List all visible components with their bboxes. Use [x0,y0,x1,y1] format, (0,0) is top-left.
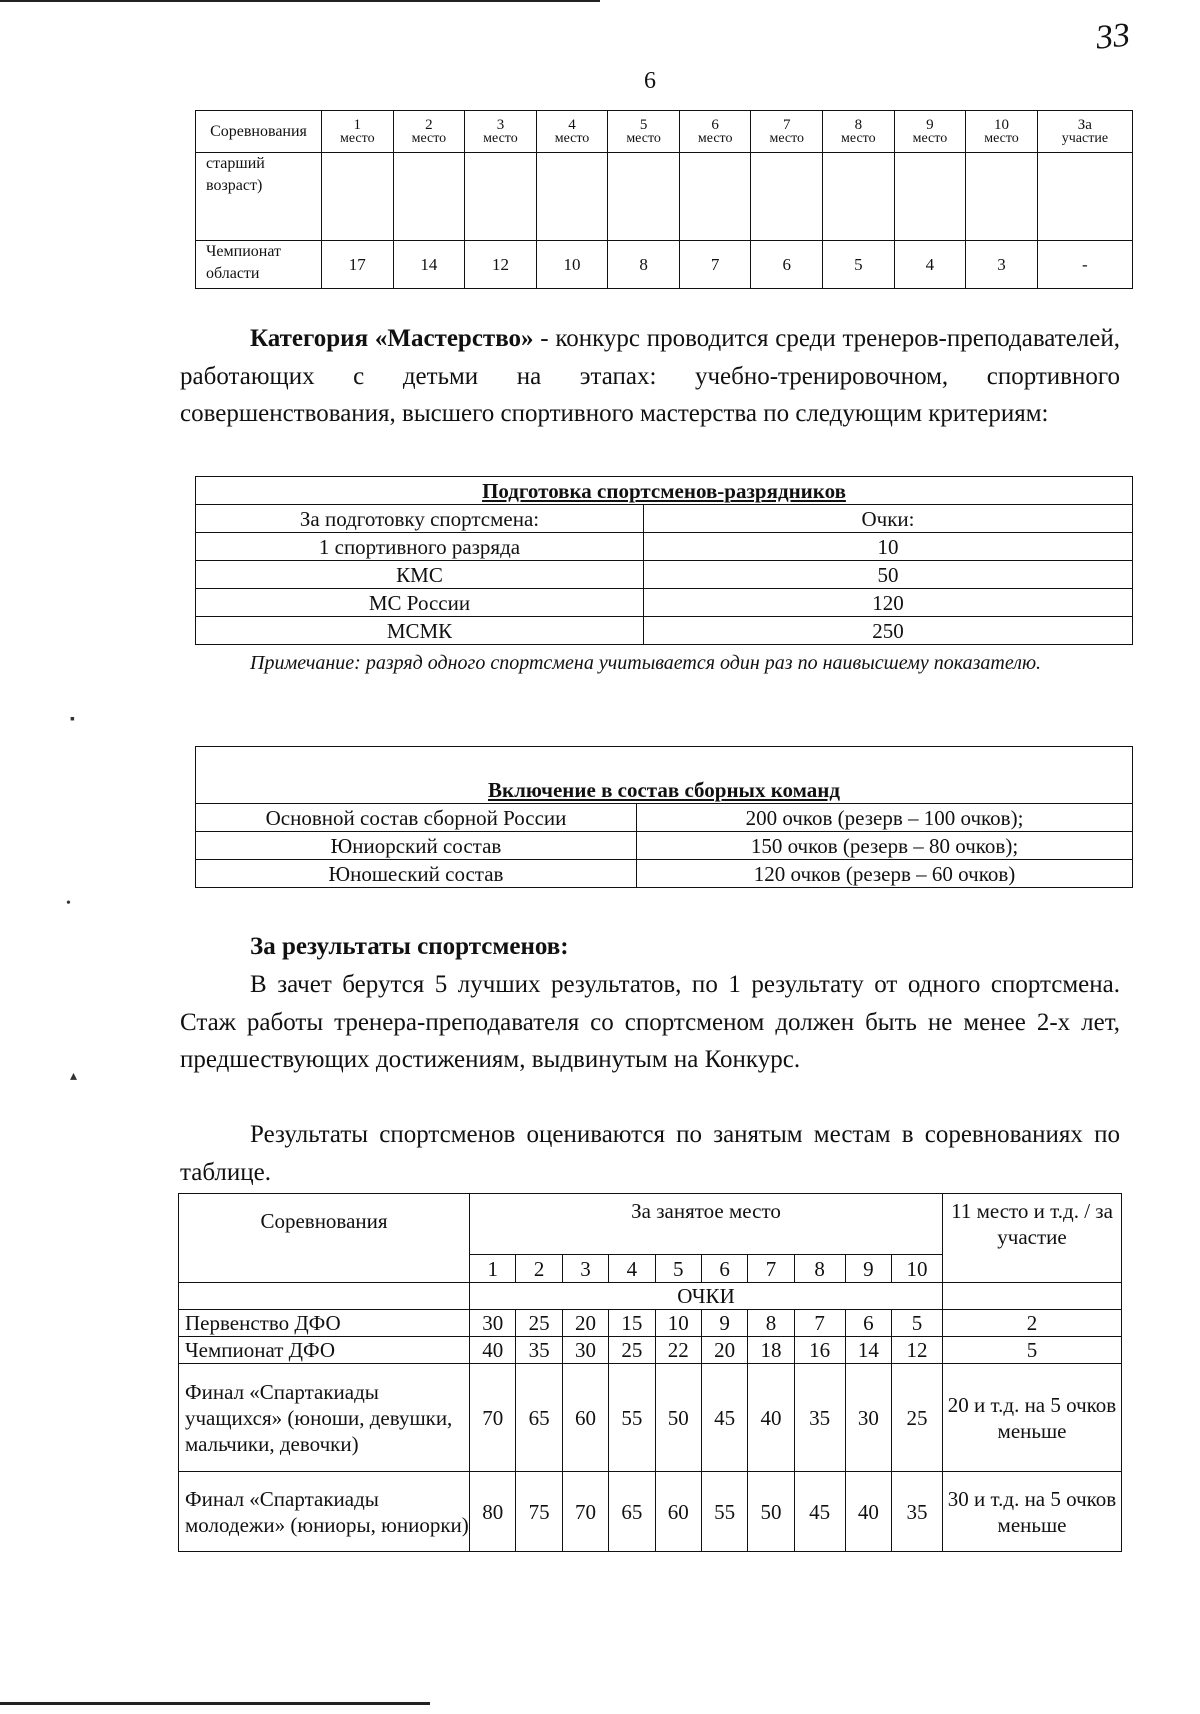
points-cell: 45 [794,1472,845,1552]
category-cell: 1 спортивного разряда [196,533,644,561]
scan-speck: ▴ [70,1069,78,1084]
points-cell: 75 [516,1472,562,1552]
results-paragraph: В зачет берутся 5 лучших результатов, по 1 результату от одного спортсмена. Стаж работы тренера-преподавателя со спортсменом должен быть не менее 2-х лет, предшествующих достижениям, выдвинутым на Конкурс. [180,971,1120,1073]
category-cell: МС России [196,589,644,617]
points-cell: 6 [845,1310,891,1337]
points-cell: 35 [794,1364,845,1472]
points-cell: 65 [609,1472,655,1552]
table-row [196,561,1133,589]
header-cell: Соревнования [179,1194,470,1283]
table-row [196,617,1133,645]
points-cell: 20 [562,1310,608,1337]
points-cell: 60 [655,1472,701,1552]
category-cell: КМС [196,561,644,589]
place-cell: 2 [516,1255,562,1283]
header-cell: Соревнования [196,111,322,153]
header-cell: 11 место и т.д. / за участие [943,1194,1122,1283]
points-cell: 250 [644,617,1133,645]
value-cell: 10 [536,241,608,289]
value-cell: 14 [393,241,465,289]
category-cell: МСМК [196,617,644,645]
extra-points-cell: 2 [943,1310,1122,1337]
table-row [196,241,1133,289]
points-cell: 12 [892,1337,943,1364]
section-title-block [180,928,1120,966]
points-cell: 30 [845,1364,891,1472]
athlete-preparation-table [195,476,1133,645]
value-cell: 17 [322,241,394,289]
points-cell: 80 [470,1472,516,1552]
place-cell: 5 [655,1255,701,1283]
points-cell: 30 [562,1337,608,1364]
team-cell: Основной состав сборной России [196,804,637,832]
place-cell: 10 [892,1255,943,1283]
value-cell: 6 [751,241,823,289]
note: Примечание: разряд одного спортсмена учитывается один раз по наивысшему показателю. [250,652,1042,674]
points-cell: 10 [655,1310,701,1337]
place-cell: 4 [609,1255,655,1283]
scan-edge-bottom [0,1702,430,1705]
points-cell: 150 очков (резерв – 80 очков); [637,832,1133,860]
value-cell: 8 [608,241,680,289]
points-cell: 200 очков (резерв – 100 очков); [637,804,1133,832]
table-row [196,533,1133,561]
table-row [179,1337,1122,1364]
points-cell: 70 [470,1364,516,1472]
points-cell: 8 [748,1310,794,1337]
points-cell: 50 [748,1472,794,1552]
table-header-row [196,505,1133,533]
points-cell: 14 [845,1337,891,1364]
place-header-cell: 7 место [751,111,823,153]
scan-speck: • [66,896,71,911]
place-cell: 7 [748,1255,794,1283]
points-cell: 16 [794,1337,845,1364]
points-label: ОЧКИ [470,1283,943,1310]
place-cell: 8 [794,1255,845,1283]
value-cell: 3 [966,241,1038,289]
scan-edge-top [0,0,600,2]
table-row [179,1472,1122,1552]
points-cell: 25 [892,1364,943,1472]
points-cell: 25 [609,1337,655,1364]
points-cell: 7 [794,1310,845,1337]
table-row [196,804,1133,832]
table-row [179,1310,1122,1337]
points-cell: 35 [516,1337,562,1364]
points-cell: 15 [609,1310,655,1337]
section-title: За результаты спортсменов: [250,933,569,960]
points-cell: 55 [609,1364,655,1472]
page-number: 6 [644,68,656,94]
header-cell: Очки: [644,505,1133,533]
scan-speck: ▪ [70,712,75,727]
evaluation-paragraph: Результаты спортсменов оцениваются по занятым местам в соревнованиях по таблице. [180,1121,1120,1186]
table-row [179,1364,1122,1472]
participation-header-cell: За участие [1037,111,1132,153]
row-label: старший возраст) [196,153,322,241]
table-row [196,589,1133,617]
points-cell: 10 [644,533,1133,561]
place-header-cell: 9 место [894,111,966,153]
points-cell: 40 [470,1337,516,1364]
points-cell: 120 очков (резерв – 60 очков) [637,860,1133,888]
team-cell: Юношеский состав [196,860,637,888]
points-cell: 20 [701,1337,747,1364]
competition-name: Первенство ДФО [179,1310,470,1337]
category-title: Категория «Мастерство» [250,325,534,352]
points-cell: 50 [655,1364,701,1472]
header-cell: За занятое место [470,1194,943,1255]
table-header-row [196,111,1133,153]
place-header-cell: 3 место [465,111,537,153]
header-cell: За подготовку спортсмена: [196,505,644,533]
national-team-table [195,746,1133,888]
points-cell: 45 [701,1364,747,1472]
points-cell: 18 [748,1337,794,1364]
handwritten-page-number: 33 [1094,16,1132,57]
place-header-cell: 5 место [608,111,680,153]
points-cell: 40 [845,1472,891,1552]
points-cell: 50 [644,561,1133,589]
place-cell: 9 [845,1255,891,1283]
place-header-cell: 6 место [679,111,751,153]
team-cell: Юниорский состав [196,832,637,860]
points-cell: 60 [562,1364,608,1472]
place-cell: 3 [562,1255,608,1283]
competition-name: Чемпионат ДФО [179,1337,470,1364]
row-label: Чемпионат области [196,241,322,289]
points-cell: 65 [516,1364,562,1472]
place-header-cell: 1 место [322,111,394,153]
value-cell: 12 [465,241,537,289]
points-cell: 30 [470,1310,516,1337]
points-label-row [179,1283,1122,1310]
points-cell: 55 [701,1472,747,1552]
value-cell: 4 [894,241,966,289]
category-paragraph [180,320,1120,433]
place-cell: 1 [470,1255,516,1283]
value-cell: 5 [823,241,895,289]
points-cell: 22 [655,1337,701,1364]
value-cell: 7 [679,241,751,289]
table-row [196,832,1133,860]
place-header-cell: 4 место [536,111,608,153]
table-row [196,860,1133,888]
place-header-cell: 2 место [393,111,465,153]
extra-points-cell: 30 и т.д. на 5 очков меньше [943,1472,1122,1552]
places-points-table [178,1193,1122,1552]
competition-name: Финал «Спартакиады молодежи» (юниоры, юниорки) [179,1472,470,1552]
points-cell: 120 [644,589,1133,617]
extra-points-cell: 20 и т.д. на 5 очков меньше [943,1364,1122,1472]
results-table-top [195,110,1133,289]
points-cell: 9 [701,1310,747,1337]
category-text: - конкурс проводится среди тренеров-преподавателей, работающих с детьми на этапах: учебно-тренировочном, спортивного совершенствования, высшего спортивного мастерства по следующим критериям: [180,325,1120,427]
points-cell: 70 [562,1472,608,1552]
extra-points-cell: 5 [943,1337,1122,1364]
table-caption: Подготовка спортсменов-разрядников [196,477,1133,505]
points-cell: 25 [516,1310,562,1337]
table-row [196,153,1133,241]
place-header-cell: 10 место [966,111,1038,153]
points-cell: 40 [748,1364,794,1472]
table-caption: Включение в состав сборных команд [196,747,1133,804]
place-header-cell: 8 место [823,111,895,153]
place-cell: 6 [701,1255,747,1283]
value-cell: - [1037,241,1132,289]
points-cell: 35 [892,1472,943,1552]
competition-name: Финал «Спартакиады учащихся» (юноши, девушки, мальчики, девочки) [179,1364,470,1472]
points-cell: 5 [892,1310,943,1337]
